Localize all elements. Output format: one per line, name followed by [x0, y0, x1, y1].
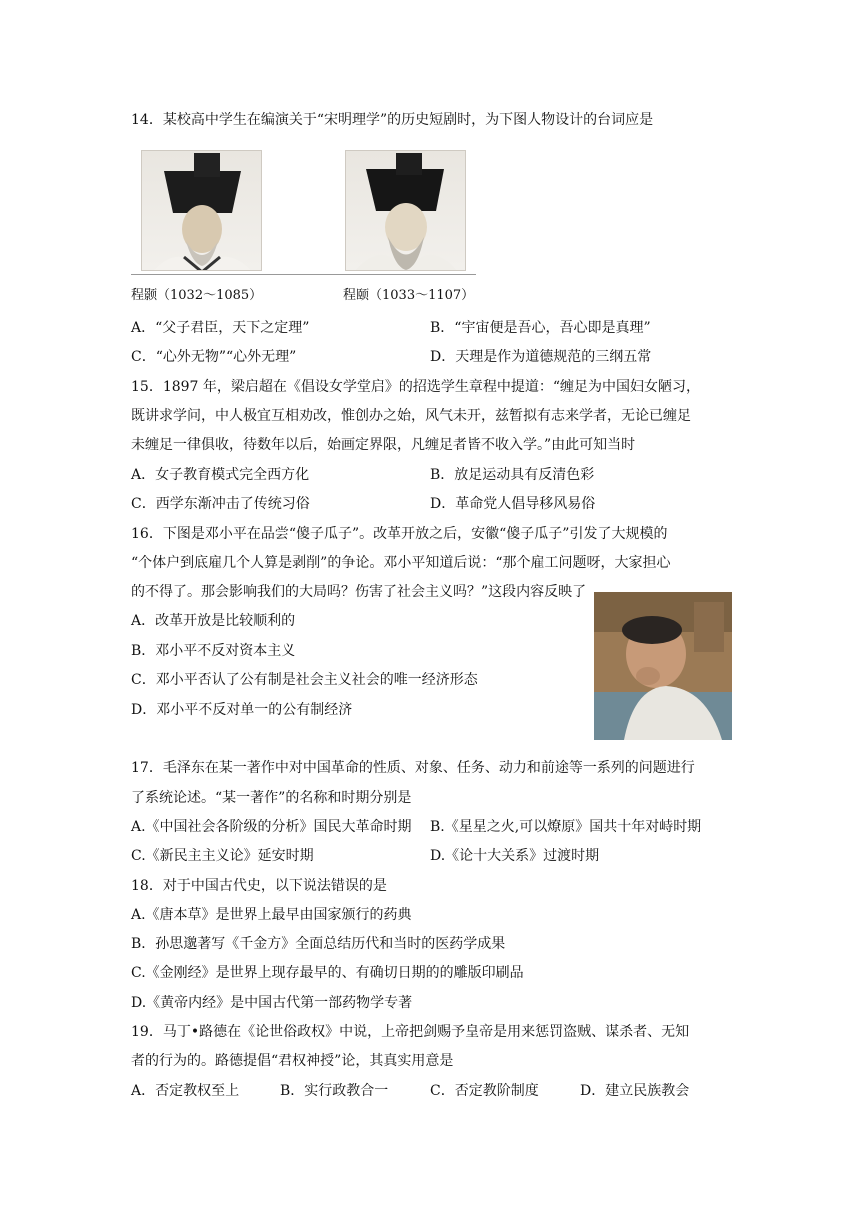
- portrait-cheng-yi: [345, 150, 466, 271]
- q19-option-c: C．否定教阶制度: [430, 1083, 539, 1099]
- q16-option-b: B．邓小平不反对资本主义: [131, 643, 296, 659]
- q15-option-d: D．革命党人倡导移风易俗: [430, 496, 596, 512]
- q15-option-b: B．放足运动具有反清色彩: [430, 467, 595, 483]
- q14-stem: 14．某校高中学生在编演关于“宋明理学”的历史短剧时，为下图人物设计的台词应是: [131, 112, 654, 128]
- q19-option-b: B．实行政教合一: [280, 1083, 389, 1099]
- q16-option-a: A．改革开放是比较顺利的: [131, 613, 296, 629]
- q14-option-c: C．“心外无物”“心外无理”: [131, 349, 297, 365]
- q15-option-a: A．女子教育模式完全西方化: [131, 467, 310, 483]
- q15-stem-line1: 15．1897 年，梁启超在《倡设女学堂启》的招选学生章程中提道：“缠足为中国妇女陋习，: [131, 379, 701, 395]
- q17-option-d: D.《论十大关系》过渡时期: [430, 848, 600, 864]
- q15-option-c: C．西学东渐冲击了传统习俗: [131, 496, 310, 512]
- q18-option-d: D.《黄帝内经》是中国古代第一部药物学专著: [131, 995, 413, 1011]
- q19-stem-line1: 19．马丁•路德在《论世俗政权》中说，上帝把剑赐予皇帝是用来惩罚盗贼、谋杀者、无知: [131, 1024, 690, 1040]
- q17-option-a: A.《中国社会各阶级的分析》国民大革命时期: [131, 819, 412, 835]
- q19-stem-line2: 者的行为的。路德提倡“君权神授”论，其真实用意是: [131, 1053, 454, 1069]
- q17-stem-line2: 了系统论述。“某一著作”的名称和时期分别是: [131, 790, 412, 806]
- q16-option-c: C．邓小平否认了公有制是社会主义社会的唯一经济形态: [131, 672, 478, 688]
- q16-stem-line1: 16．下图是邓小平在品尝“傻子瓜子”。改革开放之后，安徽“傻子瓜子”引发了大规模的: [131, 526, 668, 542]
- q14-option-a: A．“父子君臣，天下之定理”: [131, 320, 310, 336]
- q18-option-a: A.《唐本草》是世界上最早由国家颁行的药典: [131, 907, 412, 923]
- q17-option-b: B.《星星之火,可以燎原》国共十年对峙时期: [430, 819, 702, 835]
- portrait-cheng-hao: [141, 150, 262, 271]
- q15-stem-line2: 既讲求学问，中人极宜互相劝改，惟创办之始，风气未开，兹暂拟有志来学者，无论已缠足: [131, 408, 691, 424]
- q16-stem-line3: 的不得了。那会影响我们的大局吗？伤害了社会主义吗？”这段内容反映了: [131, 584, 587, 600]
- figure-baseline: [131, 274, 476, 275]
- q18-option-c: C.《金刚经》是世界上现存最早的、有确切日期的的雕版印刷品: [131, 965, 524, 981]
- q19-option-a: A．否定教权至上: [131, 1083, 240, 1099]
- q16-stem-line2: “个体户到底雇几个人算是剥削”的争论。邓小平知道后说：“那个雇工问题呀，大家担心: [131, 555, 671, 571]
- q16-option-d: D．邓小平不反对单一的公有制经济: [131, 702, 353, 718]
- q14-option-d: D．天理是作为道德规范的三纲五常: [430, 349, 652, 365]
- q18-option-b: B．孙思邈著写《千金方》全面总结历代和当时的医药学成果: [131, 936, 506, 952]
- q18-stem: 18．对于中国古代史，以下说法错误的是: [131, 878, 387, 894]
- caption-cheng-yi: 程颐（1033～1107）: [343, 288, 475, 303]
- caption-cheng-hao: 程颢（1032～1085）: [131, 288, 263, 303]
- q17-option-c: C.《新民主主义论》延安时期: [131, 848, 314, 864]
- q15-stem-line3: 未缠足一律俱收，待数年以后，始画定界限，凡缠足者皆不收入学。”由此可知当时: [131, 437, 636, 453]
- q19-option-d: D．建立民族教会: [580, 1083, 690, 1099]
- q14-option-b: B．“宇宙便是吾心，吾心即是真理”: [430, 320, 651, 336]
- q17-stem-line1: 17．毛泽东在某一著作中对中国革命的性质、对象、任务、动力和前途等一系列的问题进行: [131, 760, 695, 776]
- photo-deng-xiaoping: [594, 592, 732, 740]
